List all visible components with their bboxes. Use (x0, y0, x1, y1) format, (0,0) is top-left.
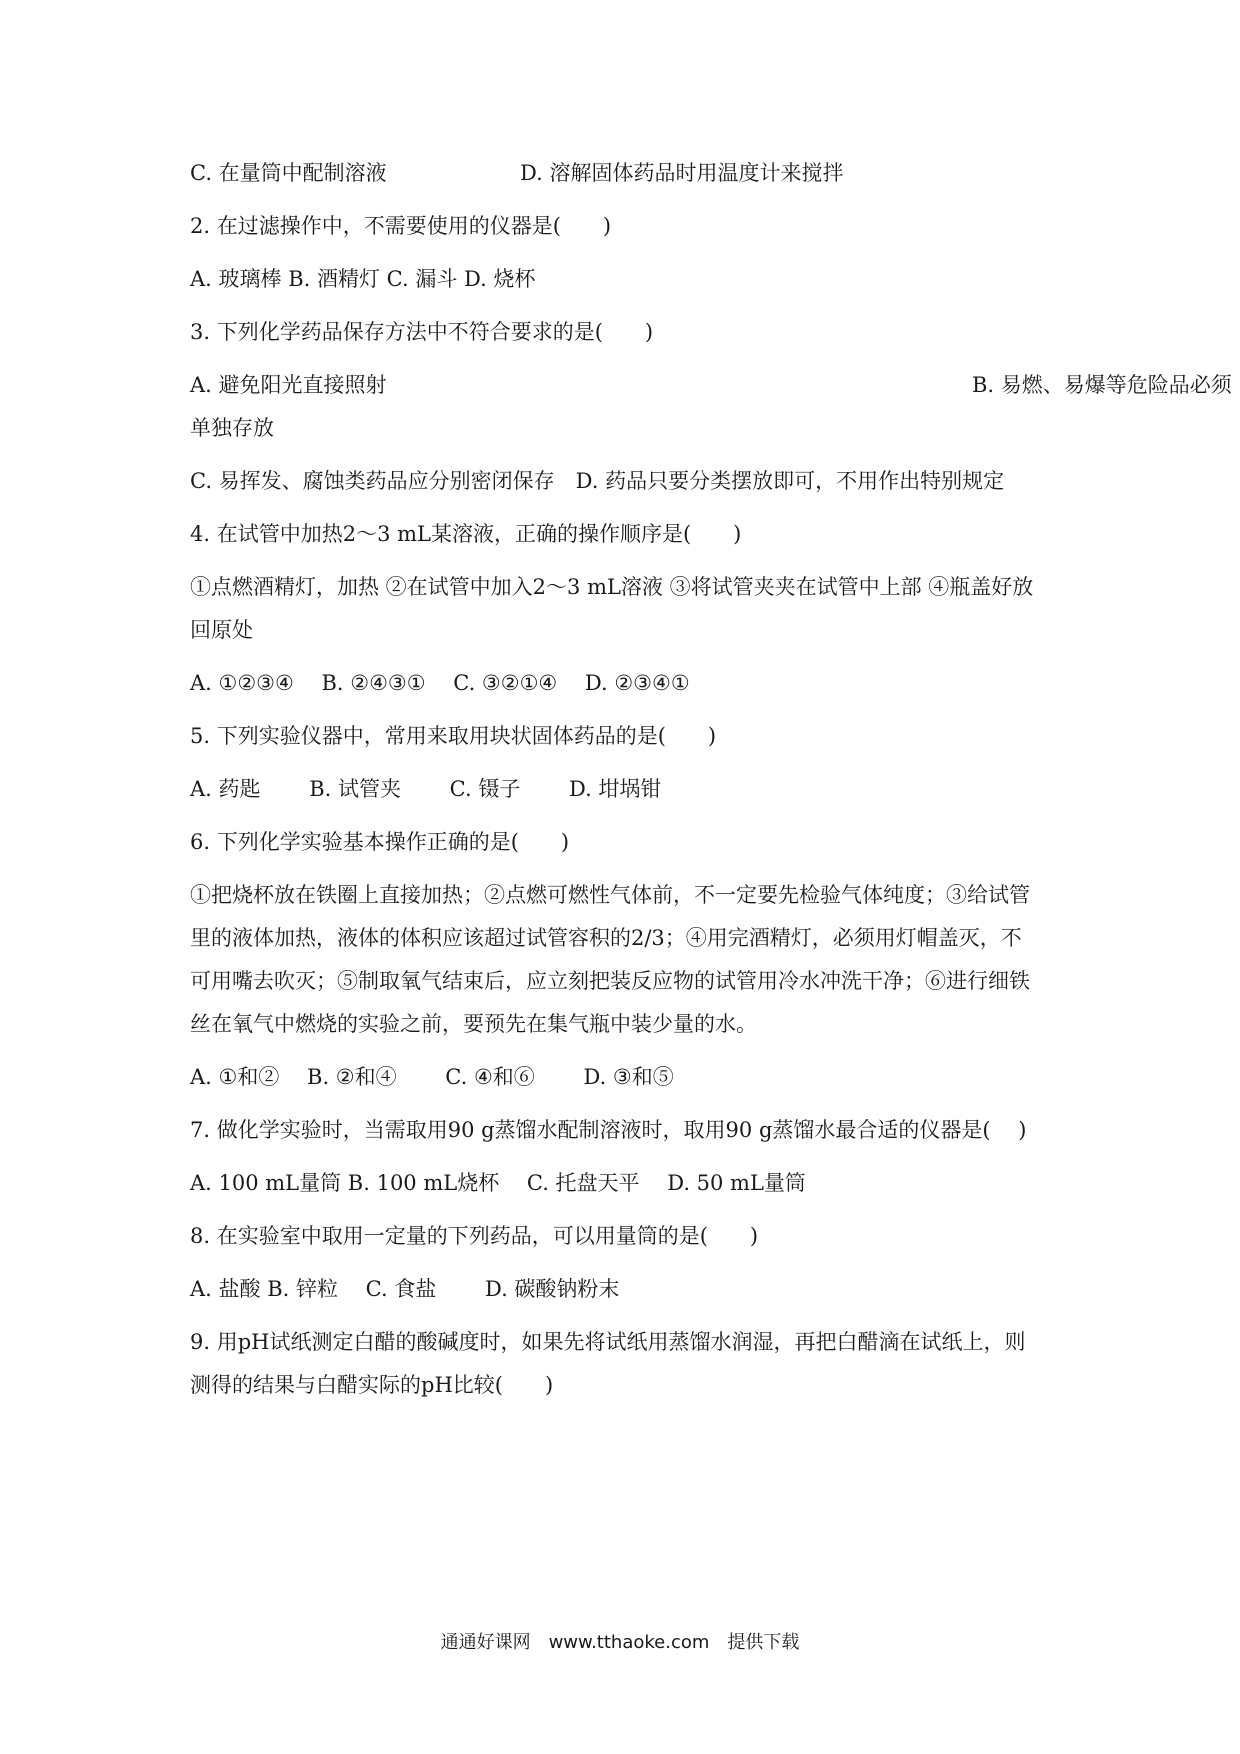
q8-options: A. 盐酸 B. 锌粒 C. 食盐 D. 碳酸钠粉末 (190, 1277, 620, 1301)
q6-statements-2: 里的液体加热，液体的体积应该超过试管容积的2/3；④用完酒精灯，必须用灯帽盖灭，不 (190, 926, 1022, 950)
q6-stem: 6. 下列化学实验基本操作正确的是( ) (190, 830, 570, 854)
q6-statements-1: ①把烧杯放在铁圈上直接加热；②点燃可燃性气体前，不一定要先检验气体纯度；③给试管 (190, 883, 1030, 907)
q9-stem-cont: 测得的结果与白醋实际的pH比较( ) (190, 1373, 554, 1397)
q2-options: A. 玻璃棒 B. 酒精灯 C. 漏斗 D. 烧杯 (190, 267, 536, 291)
q3-options-a-b (190, 370, 1232, 400)
q3-options-c-d: C. 易挥发、腐蚀类药品应分别密闭保存 D. 药品只要分类摆放即可，不用作出特别规定 (190, 469, 1005, 493)
q2-stem: 2. 在过滤操作中，不需要使用的仪器是( ) (190, 214, 612, 238)
q4-stem: 4. 在试管中加热2～3 mL某溶液，正确的操作顺序是( ) (190, 522, 742, 546)
q4-steps-cont: 回原处 (190, 618, 253, 642)
q3-option-b-cont: 单独存放 (190, 416, 274, 440)
q3-option-a: A. 避免阳光直接照射 (190, 373, 387, 397)
q5-options: A. 药匙 B. 试管夹 C. 镊子 D. 坩埚钳 (190, 777, 662, 801)
q3-option-b: B. 易燃、易爆等危险品必须 (972, 373, 1232, 397)
q1-option-c: C. 在量筒中配制溶液 (190, 161, 387, 185)
q7-stem: 7. 做化学实验时，当需取用90 g蒸馏水配制溶液时，取用90 g蒸馏水最合适的仪器是( ) (190, 1118, 1027, 1142)
q1-options-c-d (190, 158, 1060, 188)
q6-options: A. ①和② B. ②和④ C. ④和⑥ D. ③和⑤ (190, 1065, 674, 1089)
q4-steps: ①点燃酒精灯，加热 ②在试管中加入2～3 mL溶液 ③将试管夹夹在试管中上部 ④瓶盖好放 (190, 575, 1034, 599)
q1-option-d: D. 溶解固体药品时用温度计来搅拌 (520, 161, 844, 185)
q3-stem: 3. 下列化学药品保存方法中不符合要求的是( ) (190, 320, 654, 344)
q6-statements-3: 可用嘴去吹灭；⑤制取氧气结束后，应立刻把装反应物的试管用冷水冲洗干净；⑥进行细铁 (190, 969, 1030, 993)
q6-statements-4: 丝在氧气中燃烧的实验之前，要预先在集气瓶中装少量的水。 (190, 1012, 757, 1036)
q7-options: A. 100 mL量筒 B. 100 mL烧杯 C. 托盘天平 D. 50 mL量筒 (190, 1171, 806, 1195)
q5-stem: 5. 下列实验仪器中，常用来取用块状固体药品的是( ) (190, 724, 717, 748)
page-footer: 通通好课网 www.tthaoke.com 提供下载 (440, 1632, 800, 1653)
q4-options: A. ①②③④ B. ②④③① C. ③②①④ D. ②③④① (190, 671, 690, 695)
q8-stem: 8. 在实验室中取用一定量的下列药品，可以用量筒的是( ) (190, 1224, 759, 1248)
q9-stem: 9. 用pH试纸测定白醋的酸碱度时，如果先将试纸用蒸馏水润湿，再把白醋滴在试纸上，则 (190, 1330, 1026, 1354)
